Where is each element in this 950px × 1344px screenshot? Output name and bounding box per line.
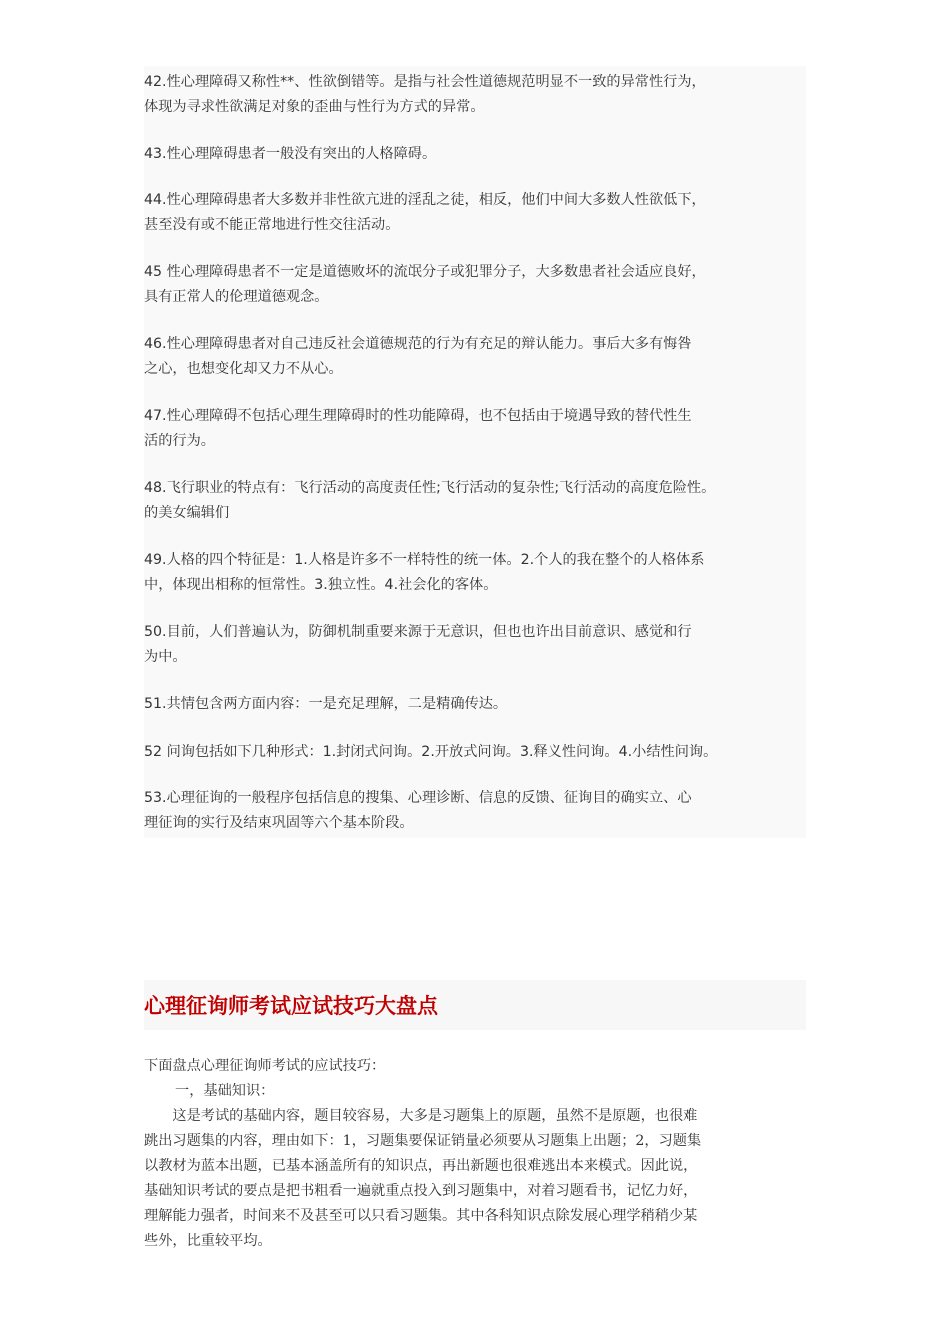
paragraph-line: 跳出习题集的内容，理由如下：1，习题集要保证销量必须要从习题集上出题；2，习题集 (144, 1133, 702, 1149)
list-item (144, 476, 824, 526)
knowledge-points-list (144, 66, 806, 838)
paragraph-line: 基础知识考试的要点是把书粗看一遍就重点投入到习题集中，对着习题看书，记忆力好， (144, 1183, 698, 1199)
item-line: 的美女编辑们 (144, 505, 230, 521)
paragraph-line: 理解能力强者，时间来不及甚至可以只看习题集。其中各科知识点除发展心理学稍稍少某 (144, 1208, 698, 1224)
list-item (144, 740, 824, 765)
list-item (144, 188, 824, 238)
item-line: 45 性心理障碍患者不一定是道德败坏的流氓分子或犯罪分子，大多数患者社会适应良好， (144, 264, 706, 280)
item-line: 51.共情包含两方面内容：一是充足理解，二是精确传达。 (144, 696, 508, 712)
item-line: 之心，也想变化却又力不从心。 (144, 361, 343, 377)
list-item (144, 142, 824, 167)
sub-heading: 一，基础知识： (175, 1083, 275, 1099)
item-line: 活的行为。 (144, 433, 215, 449)
item-line: 49.人格的四个特征是：1.人格是许多不一样特性的统一体。2.个人的我在整个的人格体系 (144, 552, 705, 568)
paragraph-line: 以教材为蓝本出题，已基本涵盖所有的知识点，再出新题也很难逃出本来模式。因此说， (144, 1158, 698, 1174)
list-item (144, 70, 824, 120)
item-line: 46.性心理障碍患者对自己违反社会道德规范的行为有充足的辩认能力。事后大多有悔咎 (144, 336, 692, 352)
item-line: 甚至没有或不能正常地进行性交往活动。 (144, 217, 400, 233)
paragraph-line: 这是考试的基础内容，题目较容易，大多是习题集上的原题，虽然不是原题，也很难 (144, 1108, 698, 1124)
item-line: 理征询的实行及结束巩固等六个基本阶段。 (144, 815, 414, 831)
list-item (144, 332, 824, 382)
item-line: 50.目前，人们普遍认为，防御机制重要来源于无意识，但也也许出目前意识、感觉和行 (144, 624, 692, 640)
list-item (144, 404, 824, 454)
paragraph-line: 些外，比重较平均。 (144, 1233, 272, 1249)
item-line: 具有正常人的伦理道德观念。 (144, 289, 329, 305)
item-line: 47.性心理障碍不包括心理生理障碍时的性功能障碍，也不包括由于境遇导致的替代性生 (144, 408, 692, 424)
item-line: 44.性心理障碍患者大多数并非性欲亢进的淫乱之徒，相反，他们中间大多数人性欲低下， (144, 192, 706, 208)
list-item (144, 548, 824, 598)
list-item (144, 620, 824, 670)
section-title-text: 心理征询师考试应试技巧大盘点 (144, 994, 438, 1018)
list-item (144, 260, 824, 310)
list-item (144, 786, 824, 836)
body-paragraph (144, 1104, 810, 1254)
item-line: 42.性心理障碍又称性**、性欲倒错等。是指与社会性道德规范明显不一致的异常性行为， (144, 74, 706, 90)
item-line: 43.性心理障碍患者一般没有突出的人格障碍。 (144, 146, 437, 162)
item-line: 52 问询包括如下几种形式：1.封闭式问询。2.开放式问询。3.释义性问询。4.小结性问询。 (144, 744, 718, 760)
item-line: 体现为寻求性欲满足对象的歪曲与性行为方式的异常。 (144, 99, 485, 115)
item-line: 48.飞行职业的特点有：飞行活动的高度责任性;飞行活动的复杂性;飞行活动的高度危险性。 (144, 480, 716, 496)
section-heading (144, 980, 806, 1030)
intro-text: 下面盘点心理征询师考试的应试技巧： (144, 1058, 386, 1074)
item-line: 中，体现出相称的恒常性。3.独立性。4.社会化的客体。 (144, 577, 498, 593)
list-item (144, 692, 824, 717)
item-line: 为中。 (144, 649, 187, 665)
item-line: 53.心理征询的一般程序包括信息的搜集、心理诊断、信息的反馈、征询目的确实立、心 (144, 790, 692, 806)
